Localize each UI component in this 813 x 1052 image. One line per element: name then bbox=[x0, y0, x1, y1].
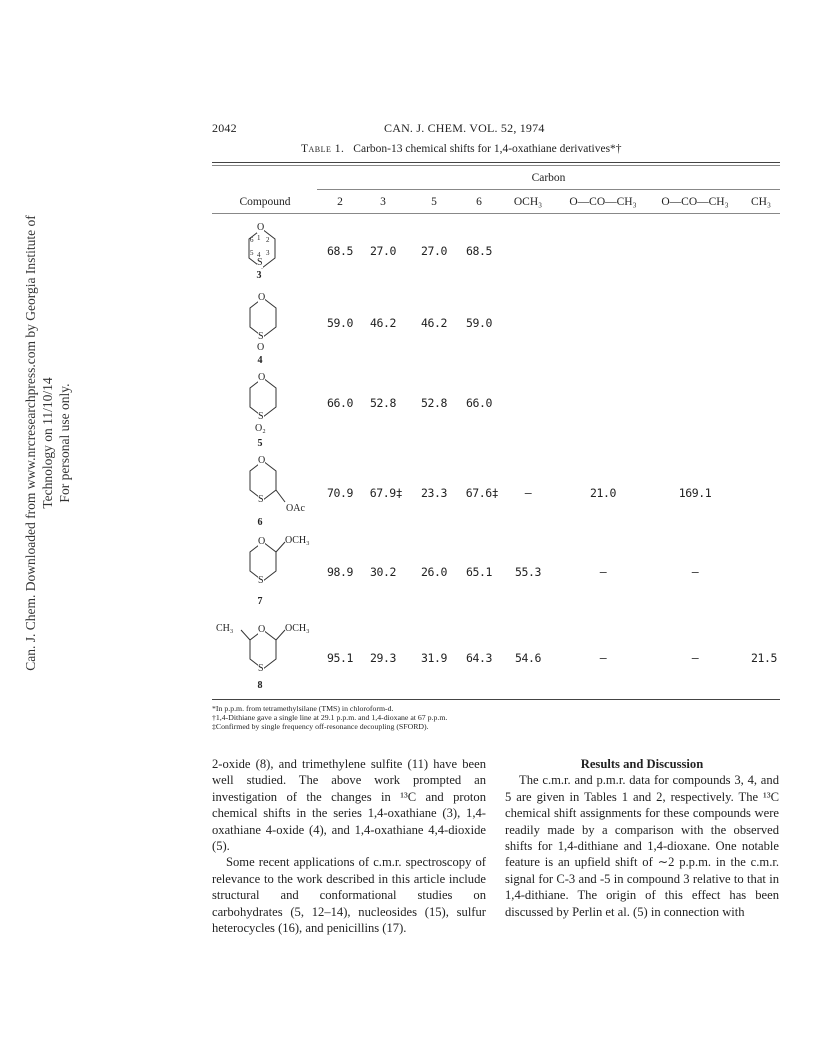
cell: 27.0 bbox=[420, 244, 448, 258]
compound-label: 5 bbox=[257, 438, 263, 449]
download-notice-line1: Can. J. Chem. Downloaded from www.nrcresearchpress.com by Georgia Institute of Technology on 11/10/14 bbox=[23, 215, 55, 671]
cell: 55.3 bbox=[514, 565, 542, 579]
ring-o-label: O bbox=[258, 292, 266, 303]
cell: — bbox=[524, 486, 532, 500]
col-ch3: CH₃ bbox=[751, 196, 771, 208]
cell: 30.2 bbox=[369, 565, 397, 579]
footnote-3: ‡Confirmed by single frequency off-resonance decoupling (SFORD). bbox=[212, 722, 429, 731]
ring-s-label: S bbox=[258, 411, 264, 422]
journal-header: CAN. J. CHEM. VOL. 52, 1974 bbox=[384, 121, 545, 135]
ring-num-3: 3 bbox=[266, 249, 270, 257]
ring-o-label: O bbox=[258, 624, 266, 635]
cell: 59.0 bbox=[326, 316, 354, 330]
cell: 68.5 bbox=[326, 244, 354, 258]
carbon-group-header: Carbon bbox=[531, 172, 566, 184]
col-c6: 6 bbox=[476, 196, 482, 208]
download-notice bbox=[14, 205, 72, 685]
cell: — bbox=[599, 651, 607, 665]
ring-s-label: S bbox=[258, 494, 264, 505]
cell: 66.0 bbox=[465, 396, 493, 410]
col-c5: 5 bbox=[431, 196, 437, 208]
cell: 59.0 bbox=[465, 316, 493, 330]
ring-s-label: S bbox=[257, 257, 263, 268]
ring-o-label: O bbox=[258, 455, 266, 466]
cell: 70.9 bbox=[326, 486, 354, 500]
ring-o-label: O bbox=[258, 536, 266, 547]
cell: 67.6‡ bbox=[465, 486, 499, 500]
table-top-rule-2 bbox=[212, 165, 780, 166]
col-compound: Compound bbox=[239, 196, 291, 208]
compound-label: 8 bbox=[257, 680, 263, 691]
oxide-label: O bbox=[257, 342, 265, 353]
download-notice-line2: For personal use only. bbox=[57, 383, 72, 503]
structure-drawings bbox=[212, 214, 312, 694]
ring-s-label: S bbox=[258, 331, 264, 342]
col-c2: 2 bbox=[337, 196, 343, 208]
compound-label: 3 bbox=[256, 270, 262, 281]
ring-s-label: S bbox=[258, 575, 264, 586]
table-bottom-rule bbox=[212, 699, 780, 700]
ring-num-5: 5 bbox=[250, 249, 254, 257]
cell: — bbox=[691, 651, 699, 665]
section-heading: Results and Discussion bbox=[580, 757, 704, 771]
compound-label: 7 bbox=[257, 596, 263, 607]
cell: 29.3 bbox=[369, 651, 397, 665]
cell: 46.2 bbox=[420, 316, 448, 330]
table-caption-label: Table 1. bbox=[301, 143, 345, 155]
page-number: 2042 bbox=[212, 121, 237, 135]
cell: 98.9 bbox=[326, 565, 354, 579]
table-caption-text: Carbon-13 chemical shifts for 1,4-oxathiane derivatives*† bbox=[353, 143, 622, 155]
ch3-label: CH₃ bbox=[216, 623, 234, 634]
cell: 54.6 bbox=[514, 651, 542, 665]
carbon-group-rule bbox=[317, 189, 780, 190]
cell: 26.0 bbox=[420, 565, 448, 579]
col-o-co-ch3-2: O—CO—CH₃ bbox=[661, 196, 729, 208]
ring-o-label: O bbox=[258, 372, 266, 383]
body-paragraph: 2-oxide (8), and trimethylene sulfite (11) have been well studied. The above work prompted an investigation of the changes in ¹³C and proton chemical shifts in the series 1,4-oxathiane (3), 1,4-oxathiane 4-oxide (4), and 1,4-oxathiane 4,4-dioxide (5). bbox=[212, 757, 486, 854]
cell: 31.9 bbox=[420, 651, 448, 665]
oac-label: OAc bbox=[286, 503, 305, 514]
cell: 67.9‡ bbox=[369, 486, 403, 500]
footnote-2: †1,4-Dithiane gave a single line at 29.1 p.p.m. and 1,4-dioxane at 67 p.p.m. bbox=[212, 713, 448, 722]
ring-num-6: 6 bbox=[250, 236, 254, 244]
ring-num-4: 4 bbox=[257, 251, 261, 259]
cell: 169.1 bbox=[678, 486, 712, 500]
ring-num-1: 1 bbox=[257, 234, 261, 242]
cell: 21.5 bbox=[750, 651, 778, 665]
cell: 27.0 bbox=[369, 244, 397, 258]
col-och3: OCH₃ bbox=[513, 196, 543, 208]
cell: — bbox=[691, 565, 699, 579]
table-caption bbox=[301, 143, 622, 155]
body-paragraph: The c.m.r. and p.m.r. data for compounds 3, 4, and 5 are given in Tables 1 and 2, respectively. The ¹³C chemical shift assignments for these compounds were readily made by a comparison with the observed shifts for 1,4-dithiane and 1,4-dioxane. One notable feature is an upfield shift of ∼2 p.p.m. in the c.m.r. signal for C-3 and -5 in compound 3 relative to that in 1,4-dithiane. The origin of this effect has been discussed by Perlin et al. (5) in connection with bbox=[505, 773, 779, 919]
table-top-rule bbox=[212, 162, 780, 163]
cell: 68.5 bbox=[465, 244, 493, 258]
ring-o-label: O bbox=[257, 222, 265, 233]
col-c3: 3 bbox=[380, 196, 386, 208]
body-paragraph: Some recent applications of c.m.r. spectroscopy of relevance to the work described in this article include structural and conformational studies on carbohydrates (5, 12–14), nucleosides (15), sulfur heterocycles (16), and penicillins (17). bbox=[212, 855, 486, 936]
cell: 66.0 bbox=[326, 396, 354, 410]
cell: — bbox=[599, 565, 607, 579]
cell: 21.0 bbox=[589, 486, 617, 500]
och3-label: OCH₃ bbox=[285, 623, 310, 634]
dioxide-label: O₂ bbox=[255, 423, 266, 434]
cell: 95.1 bbox=[326, 651, 354, 665]
cell: 65.1 bbox=[465, 565, 493, 579]
col-o-co-ch3: O—CO—CH₃ bbox=[569, 196, 637, 208]
compound-label: 6 bbox=[257, 517, 263, 528]
cell: 46.2 bbox=[369, 316, 397, 330]
body-left-column bbox=[212, 756, 486, 936]
cell: 52.8 bbox=[420, 396, 448, 410]
cell: 64.3 bbox=[465, 651, 493, 665]
cell: 23.3 bbox=[420, 486, 448, 500]
och3-label: OCH₃ bbox=[285, 535, 310, 546]
ring-s-label: S bbox=[258, 663, 264, 674]
cell: 52.8 bbox=[369, 396, 397, 410]
body-right-column bbox=[505, 756, 779, 920]
ring-num-2: 2 bbox=[266, 236, 270, 244]
compound-label: 4 bbox=[257, 355, 263, 366]
footnote-1: *In p.p.m. from tetramethylsilane (TMS) in chloroform-d. bbox=[212, 704, 394, 713]
